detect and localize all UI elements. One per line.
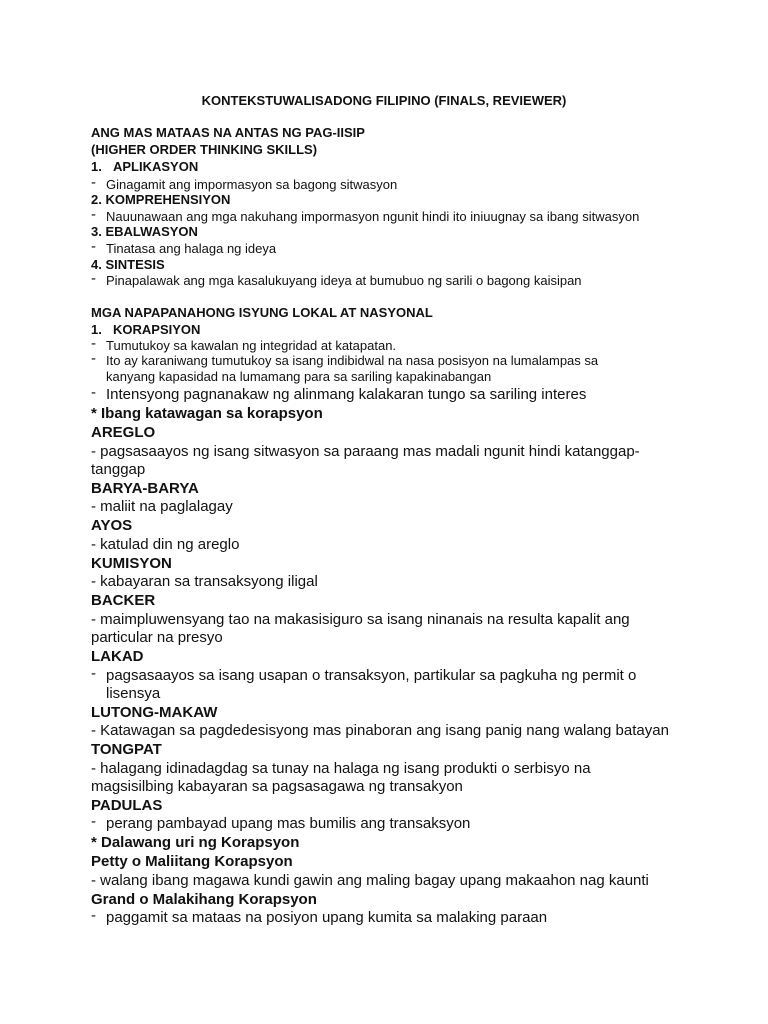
bullet-dash: - (91, 350, 96, 367)
term-barya-barya: BARYA-BARYA (91, 480, 199, 497)
bullet-dash: - (91, 238, 96, 255)
term-backer-def: - maimpluwensyang tao na makasisiguro sa isang ninanais na resulta kapalit ang (91, 611, 630, 628)
term-lakad-def-cont: lisensya (106, 685, 161, 702)
term-grand-def: paggamit sa mataas na posiyon upang kumita sa malaking paraan (106, 909, 548, 926)
term-petty: Petty o Maliitang Korapsyon (91, 853, 293, 870)
bullet-dash: - (91, 335, 96, 352)
term-backer-def-cont: particular na presyo (91, 629, 223, 646)
section2-heading: MGA NAPAPANAHONG ISYUNG LOKAL AT NASYONAL (91, 305, 433, 320)
skill-heading-sintesis: 4. SINTESIS (91, 257, 165, 272)
term-lakad-def: pagsasaayos sa isang usapan o transaksyon, partikular sa pagkuha ng permit o (106, 667, 637, 684)
term-areglo-def: - pagsasaayos ng isang sitwasyon sa paraang mas madali ngunit hindi katanggap- (91, 443, 640, 460)
term-grand: Grand o Malakihang Korapsyon (91, 891, 317, 908)
bullet-dash: - (91, 206, 96, 223)
term-ayos: AYOS (91, 517, 133, 534)
skill-heading-komprehensiyon: 2. KOMPREHENSIYON (91, 192, 231, 207)
term-ayos-def: - katulad din ng areglo (91, 536, 240, 553)
other-terms-heading: * Ibang katawagan sa korapsyon (91, 405, 323, 422)
term-barya-barya-def: - maliit na paglalagay (91, 498, 233, 515)
bullet-dash: - (91, 813, 96, 830)
skill-desc-aplikasyon: Ginagamit ang impormasyon sa bagong sitwasyon (106, 177, 398, 192)
skill-desc-ebalwasyon: Tinatasa ang halaga ng ideya (106, 241, 277, 256)
term-petty-def: - walang ibang magawa kundi gawin ang maling bagay upang makaahon nag kaunti (91, 872, 649, 889)
term-areglo-def-cont: tanggap (91, 461, 146, 478)
korapsiyon-bullet-2: Ito ay karaniwang tumutukoy sa isang indibidwal na nasa posisyon na lumalampas sa (106, 353, 599, 368)
bullet-dash: - (91, 174, 96, 191)
bullet-dash: - (91, 907, 96, 924)
skill-desc-sintesis: Pinapalawak ang mga kasalukuyang ideya at bumubuo ng sarili o bagong kaisipan (106, 273, 582, 288)
issue-heading-korapsiyon: 1. KORAPSIYON (91, 322, 201, 337)
term-padulas: PADULAS (91, 797, 163, 814)
korapsiyon-bullet-1: Tumutukoy sa kawalan ng integridad at katapatan. (106, 338, 397, 353)
korapsiyon-bullet-2-cont: kanyang kapasidad na lumamang para sa sariling kapakinabangan (106, 369, 492, 384)
term-tongpat: TONGPAT (91, 741, 162, 758)
bullet-dash: - (91, 665, 96, 682)
skill-desc-komprehensiyon: Nauunawaan ang mga nakuhang impormasyon ngunit hindi ito iniuugnay sa ibang sitwasyon (106, 209, 640, 224)
term-areglo: AREGLO (91, 424, 156, 441)
section1-subheading: (HIGHER ORDER THINKING SKILLS) (91, 142, 318, 157)
term-padulas-def: perang pambayad upang mas bumilis ang transaksyon (106, 815, 471, 832)
term-kumisyon-def: - kabayaran sa transaksyong iligal (91, 573, 318, 590)
skill-heading-ebalwasyon: 3. EBALWASYON (91, 224, 198, 239)
section1-heading: ANG MAS MATAAS NA ANTAS NG PAG-IISIP (91, 125, 365, 140)
term-tongpat-def: - halagang idinadagdag sa tunay na halaga ng isang produkti o serbisyo na (91, 760, 591, 777)
term-backer: BACKER (91, 592, 156, 609)
korapsiyon-bullet-3: Intensyong pagnanakaw ng alinmang kalakaran tungo sa sariling interes (106, 386, 587, 403)
term-lakad: LAKAD (91, 648, 144, 665)
term-tongpat-def-cont: magsisilbing kabayaran sa pagsasagawa ng transakyon (91, 778, 463, 795)
term-kumisyon: KUMISYON (91, 555, 172, 572)
term-lutong-makaw-def: - Katawagan sa pagdedesisyong mas pinaboran ang isang panig nang walang batayan (91, 722, 669, 739)
two-types-heading: * Dalawang uri ng Korapsyon (91, 834, 300, 851)
document-title: KONTEKSTUWALISADONG FILIPINO (FINALS, REVIEWER) (201, 93, 567, 108)
bullet-dash: - (91, 270, 96, 287)
term-lutong-makaw: LUTONG-MAKAW (91, 704, 218, 721)
bullet-dash: - (91, 384, 96, 401)
skill-heading-aplikasyon: 1. APLIKASYON (91, 159, 199, 174)
